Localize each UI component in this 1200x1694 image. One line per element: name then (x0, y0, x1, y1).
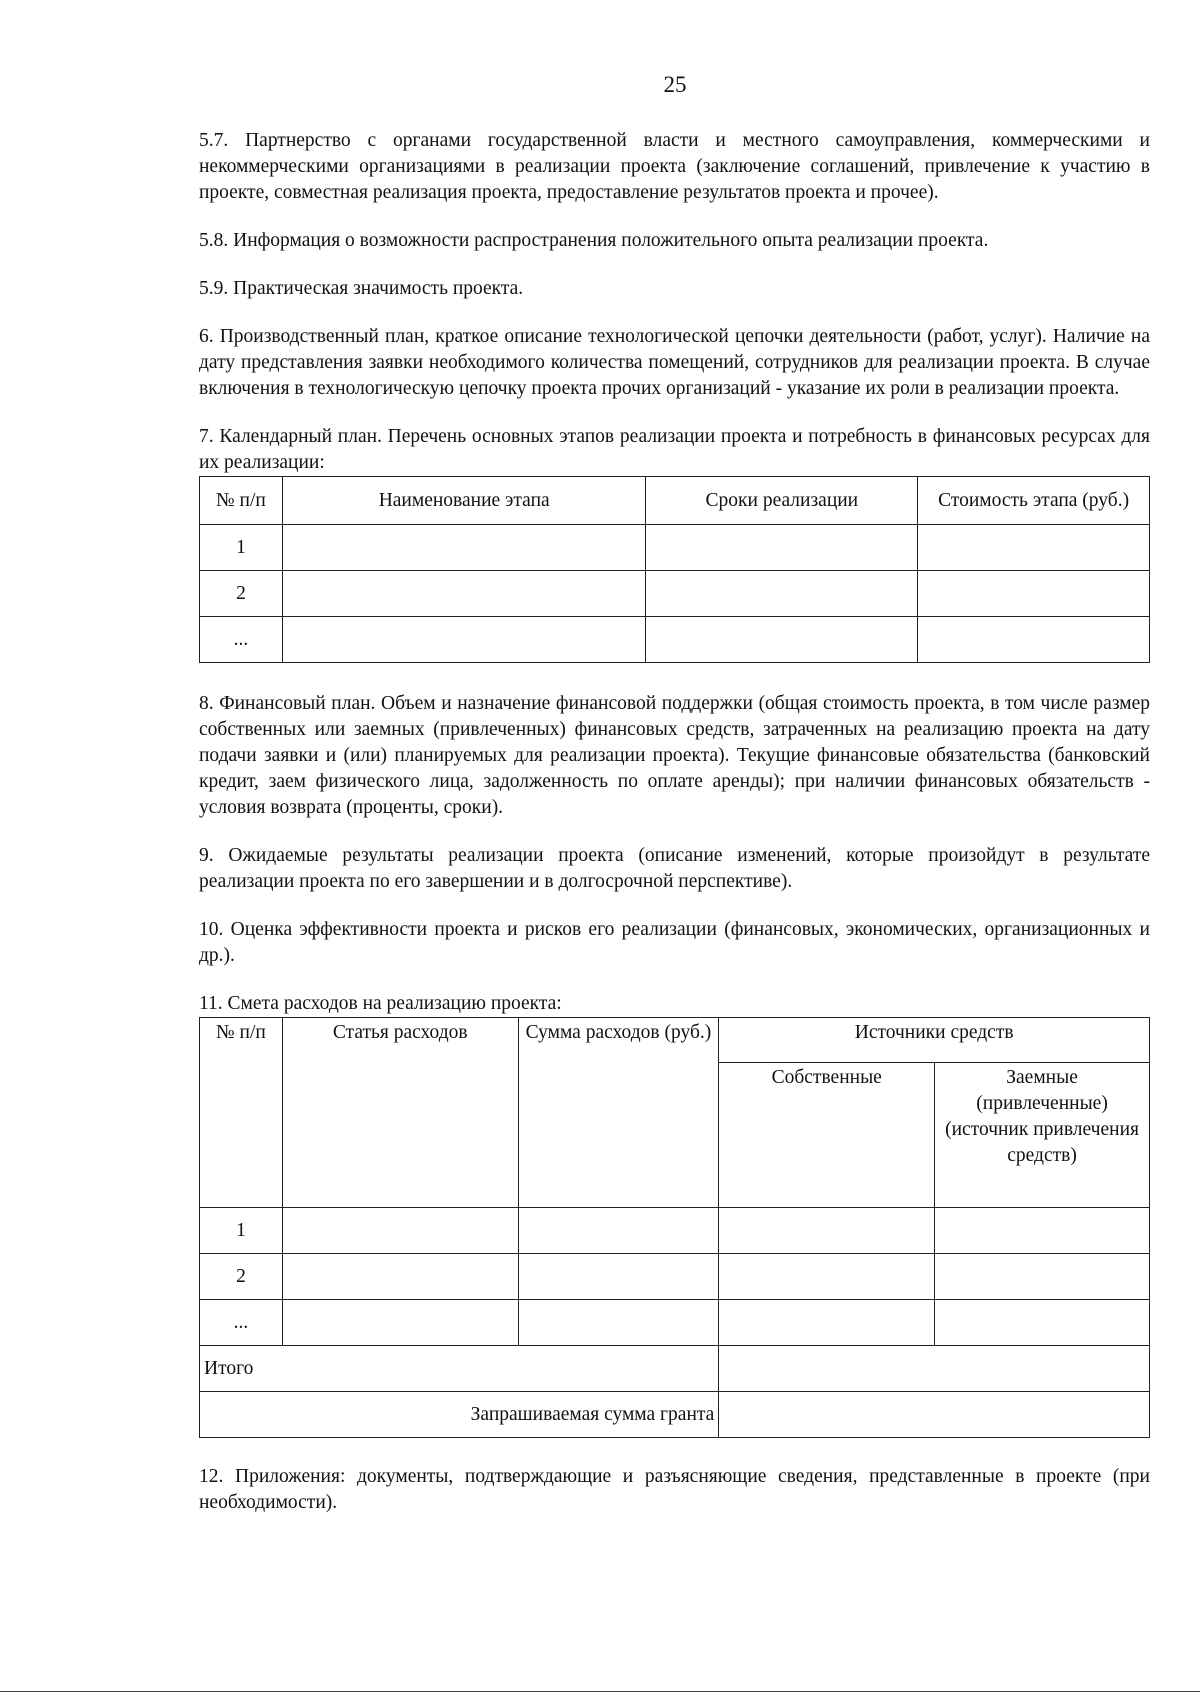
calendar-cell (918, 617, 1150, 663)
budget-cell (518, 1208, 719, 1254)
budget-cell (518, 1300, 719, 1346)
budget-row-num: ... (200, 1300, 283, 1346)
calendar-cell (282, 617, 646, 663)
page-number: 25 (663, 72, 687, 97)
section-5-8: 5.8. Информация о возможности распространения положительного опыта реализации проекта. (199, 230, 989, 251)
calendar-cell (918, 525, 1150, 571)
budget-cell (935, 1208, 1150, 1254)
section-8: 8. Финансовый план. Объем и назначение финансовой поддержки (общая стоимость проекта, в том числе размер собственных или заемных (привлеченных) финансовых средств, затраченных на реализацию проекта на дату подачи заявки и (или) планируемых для реализации проекта). Текущие финансовые обязательства (банковский кредит, заем физического лица, задолженность по оплате аренды); при наличии финансовых обязательств - условия возврата (проценты, сроки). (199, 693, 1150, 818)
budget-row-num: 2 (200, 1254, 283, 1300)
calendar-cell (646, 617, 918, 663)
section-10: 10. Оценка эффективности проекта и рисков его реализации (финансовых, экономических, организационных и др.). (199, 919, 1150, 966)
calendar-header-stage: Наименование этапа (282, 477, 646, 525)
section-11: 11. Смета расходов на реализацию проекта: (199, 993, 562, 1014)
budget-total-label: Итого (200, 1346, 719, 1392)
budget-header-borrowed: Заемные (привлеченные) (источник привлечения средств) (935, 1063, 1150, 1208)
calendar-row-num: 1 (200, 525, 283, 571)
budget-table (199, 1017, 1150, 1438)
calendar-cell (282, 525, 646, 571)
budget-grant-row (200, 1392, 1150, 1438)
calendar-header-terms: Сроки реализации (646, 477, 918, 525)
calendar-plan-table (199, 476, 1150, 663)
calendar-row-num: ... (200, 617, 283, 663)
calendar-header-row (200, 477, 1150, 525)
budget-cell (935, 1300, 1150, 1346)
budget-header-item: Статья расходов (282, 1018, 518, 1208)
budget-cell (719, 1208, 935, 1254)
budget-row (200, 1208, 1150, 1254)
budget-row (200, 1300, 1150, 1346)
budget-cell (518, 1254, 719, 1300)
calendar-row (200, 571, 1150, 617)
budget-grant-value (719, 1392, 1150, 1438)
document-body (199, 128, 1150, 1516)
budget-header-row (200, 1018, 1150, 1063)
budget-row (200, 1254, 1150, 1300)
budget-cell (282, 1208, 518, 1254)
calendar-header-num: № п/п (200, 477, 283, 525)
section-12: 12. Приложения: документы, подтверждающие и разъясняющие сведения, представленные в проекте (при необходимости). (199, 1466, 1150, 1513)
budget-row-num: 1 (200, 1208, 283, 1254)
calendar-cell (918, 571, 1150, 617)
budget-grant-label: Запрашиваемая сумма гранта (200, 1392, 719, 1438)
budget-header-num: № п/п (200, 1018, 283, 1208)
calendar-row-num: 2 (200, 571, 283, 617)
section-5-7: 5.7. Партнерство с органами государственной власти и местного самоуправления, коммерческими и некоммерческими организациями в реализации проекта (заключение соглашений, привлечение к участию в проекте, совместная реализация проекта, предоставление результатов проекта и прочее). (199, 130, 1150, 203)
budget-cell (282, 1254, 518, 1300)
budget-cell (282, 1300, 518, 1346)
section-5-9: 5.9. Практическая значимость проекта. (199, 278, 524, 299)
calendar-row (200, 617, 1150, 663)
budget-cell (719, 1254, 935, 1300)
section-9: 9. Ожидаемые результаты реализации проекта (описание изменений, которые произойдут в результате реализации проекта по его завершении и в долгосрочной перспективе). (199, 845, 1150, 892)
calendar-cell (282, 571, 646, 617)
bottom-rule (0, 1691, 1200, 1692)
budget-total-value (719, 1346, 1150, 1392)
budget-total-row (200, 1346, 1150, 1392)
calendar-cell (646, 571, 918, 617)
section-7: 7. Календарный план. Перечень основных этапов реализации проекта и потребность в финансовых ресурсах для их реализации: (199, 426, 1150, 473)
budget-header-own: Собственные (719, 1063, 935, 1208)
calendar-cell (646, 525, 918, 571)
calendar-row (200, 525, 1150, 571)
budget-header-sum: Сумма расходов (руб.) (518, 1018, 719, 1208)
budget-cell (719, 1300, 935, 1346)
section-6: 6. Производственный план, краткое описание технологической цепочки деятельности (работ, услуг). Наличие на дату представления заявки необходимого количества помещений, сотрудников для реализации проекта. В случае включения в технологическую цепочку проекта прочих организаций - указание их роли в реализации проекта. (199, 326, 1150, 399)
budget-cell (935, 1254, 1150, 1300)
budget-header-sources: Источники средств (719, 1018, 1150, 1063)
calendar-header-cost: Стоимость этапа (руб.) (918, 477, 1150, 525)
